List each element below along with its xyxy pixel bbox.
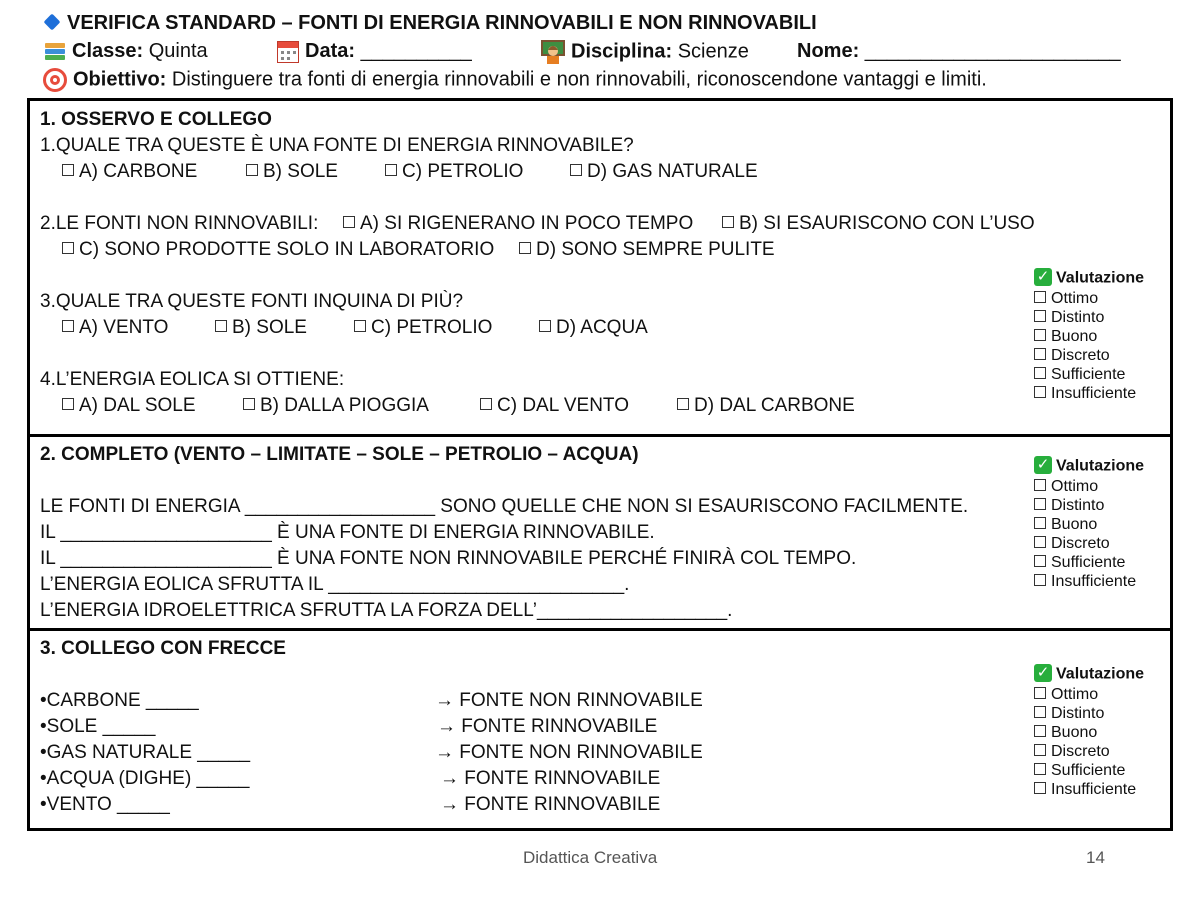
fill-line-2: IL ____________________ È UNA FONTE DI ENERGIA RINNOVABILE. <box>40 522 655 543</box>
checkbox[interactable] <box>480 398 492 410</box>
fill-line-1: LE FONTI DI ENERGIA __________________ SONO QUELLE CHE NON SI ESAURISCONO FACILMENTE. <box>40 496 969 517</box>
q1-option-d[interactable]: D) GAS NATURALE <box>570 161 758 183</box>
q4-option-a[interactable]: A) DAL SOLE <box>62 395 196 417</box>
q2-option-b[interactable]: B) SI ESAURISCONO CON L’USO <box>722 213 1035 235</box>
checkbox[interactable] <box>1034 348 1046 360</box>
name-field <box>797 40 1121 63</box>
checkbox[interactable] <box>722 216 734 228</box>
objective-row <box>43 68 987 92</box>
checkbox[interactable] <box>1034 574 1046 586</box>
eval-option-ottimo[interactable]: Ottimo <box>1034 686 1144 704</box>
fill-line-3: IL ____________________ È UNA FONTE NON RINNOVABILE PERCHÉ FINIRÀ COL TEMPO. <box>40 548 857 569</box>
checkbox[interactable] <box>62 398 74 410</box>
checkbox[interactable] <box>343 216 355 228</box>
question-2: 2.LE FONTI NON RINNOVABILI: <box>40 213 319 234</box>
match-left-1: •CARBONE _____ <box>40 690 199 711</box>
evaluation-panel-3 <box>1034 664 1144 799</box>
q1-option-c[interactable]: C) PETROLIO <box>385 161 523 183</box>
checkbox[interactable] <box>1034 763 1046 775</box>
eval-option-buono[interactable]: Buono <box>1034 328 1144 346</box>
q2-option-a[interactable]: A) SI RIGENERANO IN POCO TEMPO <box>343 213 693 235</box>
objective-text: Distinguere tra fonti di energia rinnovabili e non rinnovabili, riconoscendone vantaggi e limiti. <box>171 68 987 91</box>
page-number: 14 <box>1086 848 1105 867</box>
checkbox[interactable] <box>1034 517 1046 529</box>
eval-option-sufficiente[interactable]: Sufficiente <box>1034 762 1144 780</box>
eval-option-ottimo[interactable]: Ottimo <box>1034 290 1144 308</box>
checkbox[interactable] <box>62 242 74 254</box>
target-icon <box>43 68 67 92</box>
check-mark-icon: ✓ <box>1034 456 1052 474</box>
eval-option-insufficiente[interactable]: Insufficiente <box>1034 573 1144 591</box>
eval-option-buono[interactable]: Buono <box>1034 516 1144 534</box>
eval-option-insufficiente[interactable]: Insufficiente <box>1034 385 1144 403</box>
eval-option-sufficiente[interactable]: Sufficiente <box>1034 366 1144 384</box>
section-2-title: 2. COMPLETO (VENTO – LIMITATE – SOLE – PETROLIO – ACQUA) <box>40 444 639 465</box>
name-label: Nome: <box>797 40 860 62</box>
checkbox[interactable] <box>1034 706 1046 718</box>
checkbox[interactable] <box>1034 386 1046 398</box>
match-right-3: → FONTE NON RINNOVABILE <box>435 742 703 763</box>
date-label: Data: <box>305 40 356 62</box>
check-mark-icon: ✓ <box>1034 268 1052 286</box>
eval-option-insufficiente[interactable]: Insufficiente <box>1034 781 1144 799</box>
checkbox[interactable] <box>243 398 255 410</box>
match-left-5: •VENTO _____ <box>40 794 170 815</box>
checkbox[interactable] <box>1034 498 1046 510</box>
subject-value: Scienze <box>677 40 749 63</box>
q1-option-a[interactable]: A) CARBONE <box>62 161 197 183</box>
check-mark-icon: ✓ <box>1034 664 1052 682</box>
class-label: Classe: <box>72 40 144 62</box>
date-blank: __________ <box>360 40 472 62</box>
eval-option-discreto[interactable]: Discreto <box>1034 535 1144 553</box>
q3-option-b[interactable]: B) SOLE <box>215 317 307 339</box>
objective-label: Obiettivo: <box>73 68 167 91</box>
q3-option-a[interactable]: A) VENTO <box>62 317 168 339</box>
checkbox[interactable] <box>1034 536 1046 548</box>
checkbox[interactable] <box>1034 479 1046 491</box>
checkbox[interactable] <box>1034 725 1046 737</box>
eval-option-buono[interactable]: Buono <box>1034 724 1144 742</box>
title-text: VERIFICA STANDARD – FONTI DI ENERGIA RINNOVABILI E NON RINNOVABILI <box>67 12 817 34</box>
checkbox[interactable] <box>677 398 689 410</box>
checkbox[interactable] <box>1034 291 1046 303</box>
name-blank: _______________________ <box>864 40 1121 62</box>
evaluation-heading: ✓ Valutazione <box>1034 456 1144 477</box>
eval-option-ottimo[interactable]: Ottimo <box>1034 478 1144 496</box>
fill-line-5: L’ENERGIA IDROELETTRICA SFRUTTA LA FORZA DELL’__________________. <box>40 600 733 621</box>
checkbox[interactable] <box>1034 367 1046 379</box>
section-1-title: 1. OSSERVO E COLLEGO <box>40 109 272 130</box>
checkbox[interactable] <box>1034 744 1046 756</box>
match-left-4: •ACQUA (DIGHE) _____ <box>40 768 250 789</box>
checkbox[interactable] <box>62 164 74 176</box>
q4-option-d[interactable]: D) DAL CARBONE <box>677 395 855 417</box>
checkbox[interactable] <box>1034 782 1046 794</box>
q3-option-d[interactable]: D) ACQUA <box>539 317 648 339</box>
eval-option-discreto[interactable]: Discreto <box>1034 347 1144 365</box>
q2-option-d[interactable]: D) SONO SEMPRE PULITE <box>519 239 775 261</box>
checkbox[interactable] <box>1034 555 1046 567</box>
checkbox[interactable] <box>385 164 397 176</box>
subject-label: Disciplina: <box>571 40 673 63</box>
blue-diamond-icon <box>44 14 61 31</box>
evaluation-panel-1 <box>1034 268 1144 403</box>
checkbox[interactable] <box>354 320 366 332</box>
q3-option-c[interactable]: C) PETROLIO <box>354 317 492 339</box>
eval-option-distinto[interactable]: Distinto <box>1034 497 1144 515</box>
q1-option-b[interactable]: B) SOLE <box>246 161 338 183</box>
books-icon <box>44 42 66 62</box>
question-4: 4.L’ENERGIA EOLICA SI OTTIENE: <box>40 369 345 390</box>
evaluation-panel-2 <box>1034 456 1144 591</box>
teacher-icon <box>541 40 565 64</box>
worksheet-title <box>42 12 817 35</box>
checkbox[interactable] <box>62 320 74 332</box>
info-row <box>44 40 208 63</box>
eval-option-distinto[interactable]: Distinto <box>1034 309 1144 327</box>
q4-option-c[interactable]: C) DAL VENTO <box>480 395 629 417</box>
checkbox[interactable] <box>570 164 582 176</box>
checkbox[interactable] <box>215 320 227 332</box>
calendar-icon <box>277 41 299 63</box>
date-field <box>277 40 472 63</box>
class-value: Quinta <box>148 40 208 62</box>
eval-option-discreto[interactable]: Discreto <box>1034 743 1144 761</box>
eval-option-distinto[interactable]: Distinto <box>1034 705 1144 723</box>
question-3: 3.QUALE TRA QUESTE FONTI INQUINA DI PIÙ? <box>40 291 464 312</box>
question-1: 1.QUALE TRA QUESTE È UNA FONTE DI ENERGIA RINNOVABILE? <box>40 135 634 156</box>
evaluation-heading: ✓ Valutazione <box>1034 268 1144 289</box>
checkbox[interactable] <box>1034 329 1046 341</box>
footer-text: Didattica Creativa <box>523 848 658 867</box>
subject-field <box>541 40 749 64</box>
match-left-2: •SOLE _____ <box>40 716 156 737</box>
match-right-4: → FONTE RINNOVABILE <box>440 768 661 789</box>
q2-option-c[interactable]: C) SONO PRODOTTE SOLO IN LABORATORIO <box>62 239 494 261</box>
checkbox[interactable] <box>1034 687 1046 699</box>
match-right-1: → FONTE NON RINNOVABILE <box>435 690 703 711</box>
checkbox[interactable] <box>519 242 531 254</box>
checkbox[interactable] <box>539 320 551 332</box>
match-right-2: → FONTE RINNOVABILE <box>437 716 658 737</box>
match-left-3: •GAS NATURALE _____ <box>40 742 251 763</box>
fill-line-4: L’ENERGIA EOLICA SFRUTTA IL ____________________________. <box>40 574 630 595</box>
evaluation-heading: ✓ Valutazione <box>1034 664 1144 685</box>
section-3-title: 3. COLLEGO CON FRECCE <box>40 638 286 659</box>
checkbox[interactable] <box>246 164 258 176</box>
eval-option-sufficiente[interactable]: Sufficiente <box>1034 554 1144 572</box>
checkbox[interactable] <box>1034 310 1046 322</box>
match-right-5: → FONTE RINNOVABILE <box>440 794 661 815</box>
q4-option-b[interactable]: B) DALLA PIOGGIA <box>243 395 429 417</box>
